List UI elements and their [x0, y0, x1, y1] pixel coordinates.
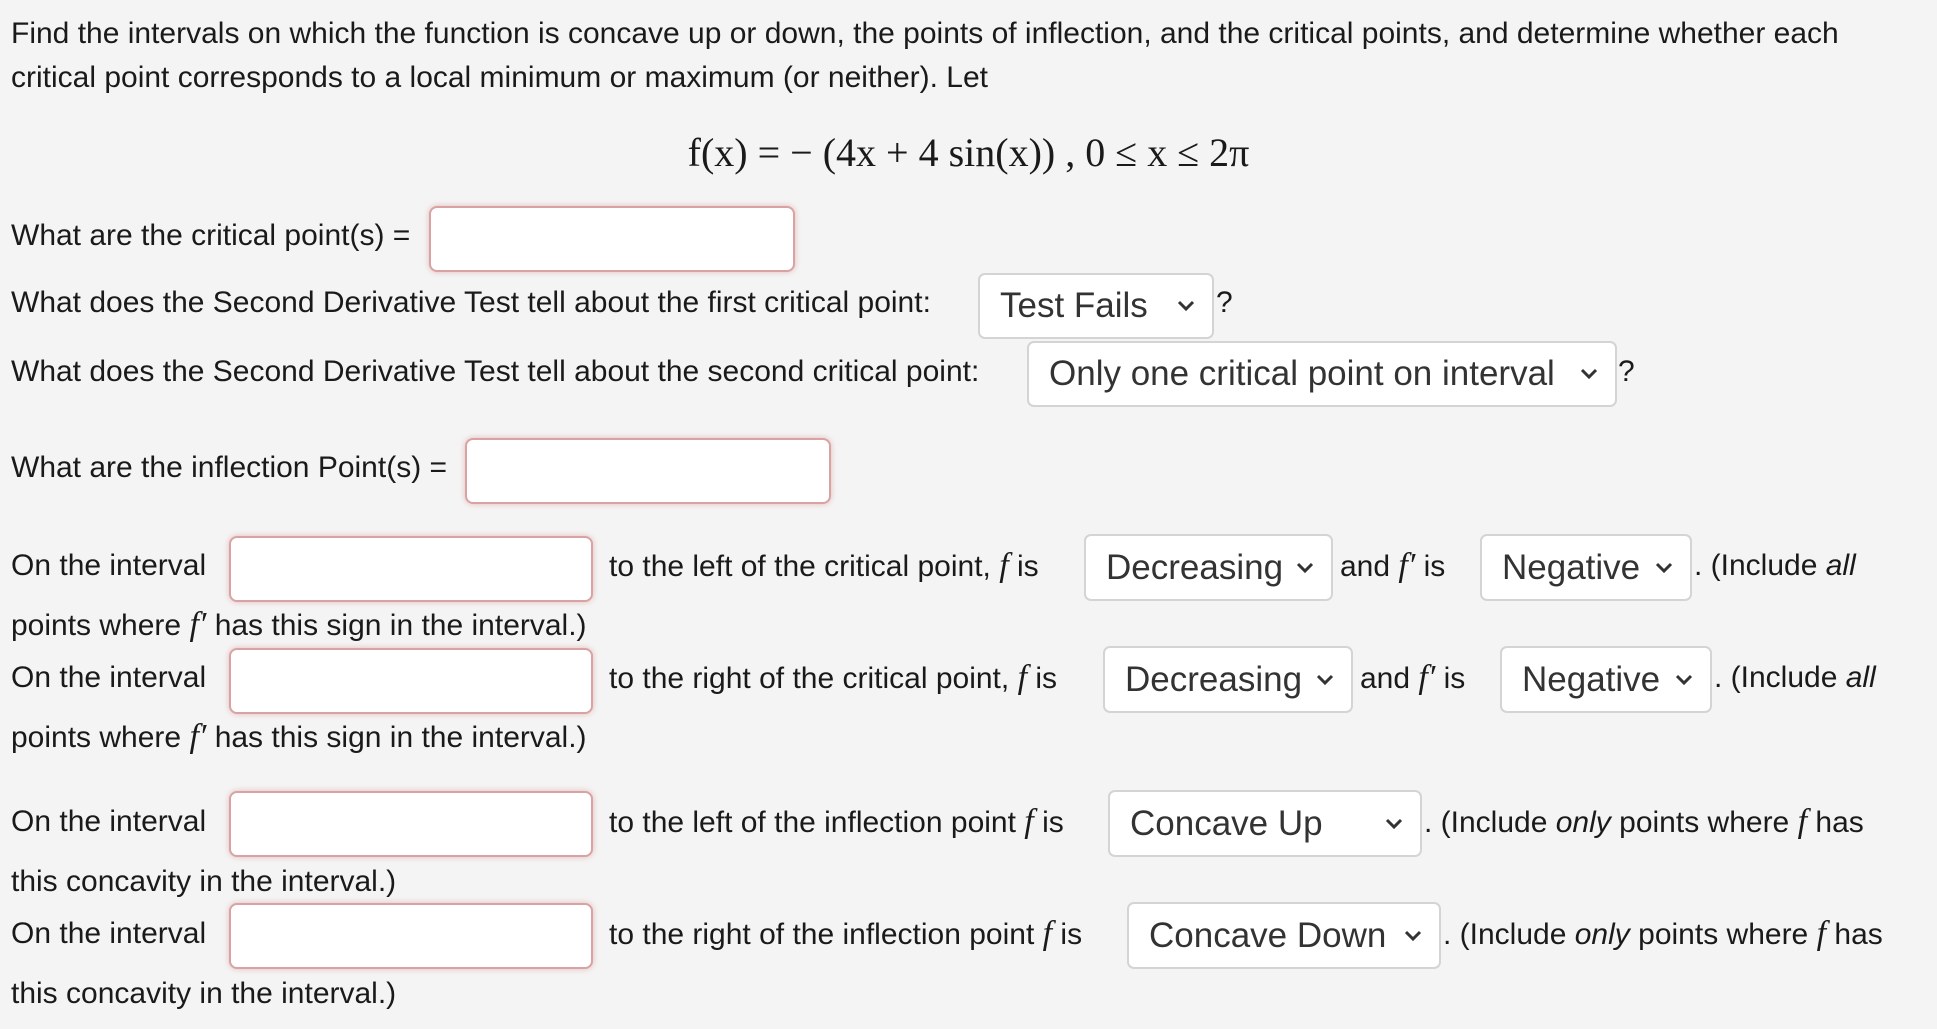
right-inflection-note: . (Include only points where f has	[1443, 915, 1883, 952]
function-formula: f(x) = − (4x + 4 sin(x)) , 0 ≤ x ≤ 2π	[687, 130, 1250, 175]
question-mark: ?	[1618, 355, 1635, 388]
second-derivative-first-label: What does the Second Derivative Test tell about the first critical point:	[11, 286, 931, 319]
interval-label: On the interval	[11, 661, 207, 694]
selected-value: Test Fails	[1000, 286, 1148, 325]
chevron-down-icon	[1313, 668, 1337, 692]
right-critical-note: . (Include all	[1714, 661, 1876, 694]
interval-label: On the interval	[11, 917, 207, 950]
chevron-down-icon	[1174, 294, 1198, 318]
chevron-down-icon	[1382, 812, 1406, 836]
right-critical-fprime-text: and f′ is	[1360, 659, 1466, 696]
instructions-line-1: Find the intervals on which the function is concave up or down, the points of inflection, and the critical points, and determine whether each	[11, 17, 1839, 50]
left-critical-note: . (Include all	[1694, 549, 1856, 582]
left-inflection-text: to the left of the inflection point f is	[609, 803, 1064, 840]
inflection-points-input[interactable]	[465, 438, 831, 504]
right-critical-interval-input[interactable]	[229, 648, 593, 714]
left-critical-f-select[interactable]	[1084, 534, 1333, 601]
instructions-line-2: critical point corresponds to a local minimum or maximum (or neither). Let	[11, 61, 989, 94]
chevron-down-icon	[1293, 556, 1317, 580]
right-inflection-select[interactable]	[1127, 902, 1441, 969]
left-inflection-note-line-2: this concavity in the interval.)	[11, 865, 397, 898]
selected-value: Negative	[1502, 547, 1641, 587]
second-derivative-first-select[interactable]	[978, 273, 1214, 339]
right-inflection-interval-input[interactable]	[229, 903, 593, 969]
selected-value: Negative	[1522, 659, 1661, 699]
second-derivative-second-label: What does the Second Derivative Test tell about the second critical point:	[11, 355, 980, 388]
selected-value: Only one critical point on interval	[1049, 354, 1555, 393]
critical-points-label: What are the critical point(s) =	[11, 219, 411, 252]
question-mark: ?	[1216, 286, 1233, 319]
chevron-down-icon	[1401, 924, 1425, 948]
right-critical-note-line-2: points where f′ has this sign in the interval.)	[11, 718, 587, 755]
inflection-points-label: What are the inflection Point(s) =	[11, 451, 448, 484]
chevron-down-icon	[1652, 556, 1676, 580]
left-inflection-select[interactable]	[1108, 790, 1422, 857]
left-critical-note-line-2: points where f′ has this sign in the interval.)	[11, 606, 587, 643]
interval-label: On the interval	[11, 549, 207, 582]
right-inflection-text: to the right of the inflection point f is	[609, 915, 1083, 952]
right-critical-text: to the right of the critical point, f is	[609, 659, 1058, 696]
chevron-down-icon	[1577, 362, 1601, 386]
selected-value: Concave Up	[1130, 803, 1323, 843]
left-critical-text: to the left of the critical point, f is	[609, 547, 1039, 584]
left-critical-interval-input[interactable]	[229, 536, 593, 602]
chevron-down-icon	[1672, 668, 1696, 692]
interval-label: On the interval	[11, 805, 207, 838]
right-critical-fprime-select[interactable]	[1500, 646, 1712, 713]
left-critical-fprime-select[interactable]	[1480, 534, 1692, 601]
left-inflection-interval-input[interactable]	[229, 791, 593, 857]
right-critical-f-select[interactable]	[1103, 646, 1353, 713]
second-derivative-second-select[interactable]	[1027, 341, 1617, 407]
selected-value: Decreasing	[1125, 659, 1303, 699]
right-inflection-note-line-2: this concavity in the interval.)	[11, 977, 397, 1010]
selected-value: Decreasing	[1106, 547, 1284, 587]
critical-points-input[interactable]	[429, 206, 795, 272]
selected-value: Concave Down	[1149, 915, 1387, 955]
left-inflection-note: . (Include only points where f has	[1424, 803, 1864, 840]
left-critical-fprime-text: and f′ is	[1340, 547, 1446, 584]
